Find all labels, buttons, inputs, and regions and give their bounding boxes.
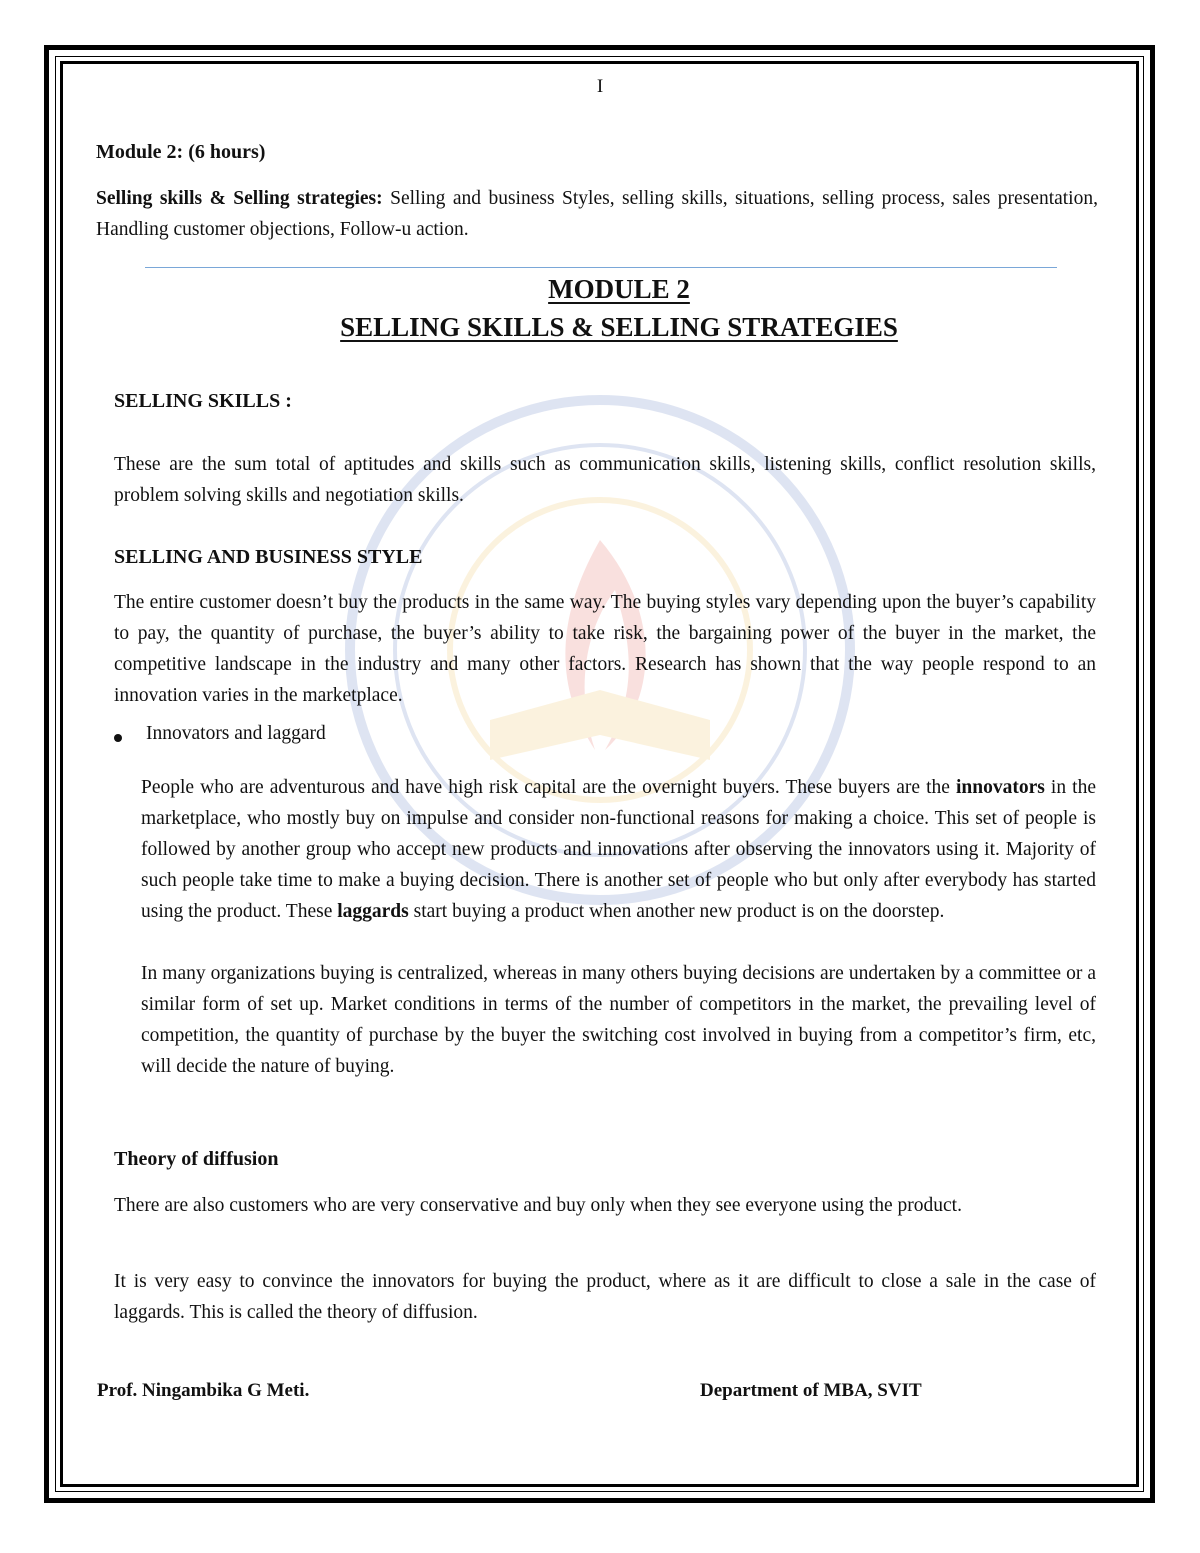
page-number: I bbox=[596, 76, 604, 97]
bullet-icon bbox=[114, 734, 122, 742]
innovators-paragraph bbox=[141, 772, 1096, 927]
syllabus-topics: Selling and business Styles, selling skills, situations, selling process, sales presentation, Handling customer objections, Follow-u action. bbox=[96, 188, 1098, 240]
term-laggards: laggards bbox=[337, 901, 409, 922]
term-innovators: innovators bbox=[955, 777, 1045, 798]
text-run: People who are adventurous and have high risk capital are the overnight buyers. These buyers are the bbox=[141, 777, 956, 798]
syllabus-text bbox=[96, 183, 1098, 245]
horizontal-rule bbox=[145, 267, 1057, 268]
diffusion-heading: Theory of diffusion bbox=[114, 1148, 279, 1170]
text-run: start buying a product when another new product is on the doorstep. bbox=[408, 901, 945, 922]
text-run: in the marketplace, who mostly buy on impulse and consider non-functional reasons for making a choice. This set of people is followed by another group who accept new products and innovations after observing the innovators using it. Majority of such people take time to make a buying decision. There is another set of people who but only after everybody has started using the product. These bbox=[141, 777, 1096, 922]
organizations-paragraph: In many organizations buying is centralized, whereas in many others buying decisions are undertaken by a committee or a similar form of set up. Market conditions in terms of the number of competitors in the market, the prevailing level of competition, the quantity of purchase by the buyer the switching cost involved in buying from a competitor’s firm, etc, will decide the nature of buying. bbox=[141, 963, 1096, 1077]
syllabus-bold-lead: Selling skills & Selling strategies: bbox=[96, 188, 383, 209]
business-style-text: The entire customer doesn’t buy the products in the same way. The buying styles vary depending upon the buyer’s capability to pay, the quantity of purchase, the buyer’s ability to take risk, the bargaining power of the buyer in the market, the competitive landscape in the industry and many other factors. Research has shown that the way people respond to an innovation varies in the marketplace. bbox=[114, 592, 1096, 706]
bullet-label: Innovators and laggard bbox=[146, 723, 326, 744]
page-title: MODULE 2 bbox=[548, 274, 690, 304]
selling-skills-text: These are the sum total of aptitudes and skills such as communication skills, listening skills, conflict resolution skills, problem solving skills and negotiation skills. bbox=[114, 454, 1096, 506]
footer-author: Prof. Ningambika G Meti. bbox=[97, 1380, 310, 1401]
selling-skills-heading: SELLING SKILLS : bbox=[114, 390, 292, 412]
syllabus-heading: Module 2: (6 hours) bbox=[96, 141, 266, 163]
business-style-heading: SELLING AND BUSINESS STYLE bbox=[114, 546, 423, 568]
footer-department: Department of MBA, SVIT bbox=[700, 1380, 922, 1401]
diffusion-text-2: It is very easy to convince the innovators for buying the product, where as it are difficult to close a sale in the case of laggards. This is called the theory of diffusion. bbox=[114, 1271, 1096, 1323]
diffusion-text-1: There are also customers who are very conservative and buy only when they see everyone using the product. bbox=[114, 1195, 962, 1216]
page-subtitle: SELLING SKILLS & SELLING STRATEGIES bbox=[340, 312, 898, 342]
